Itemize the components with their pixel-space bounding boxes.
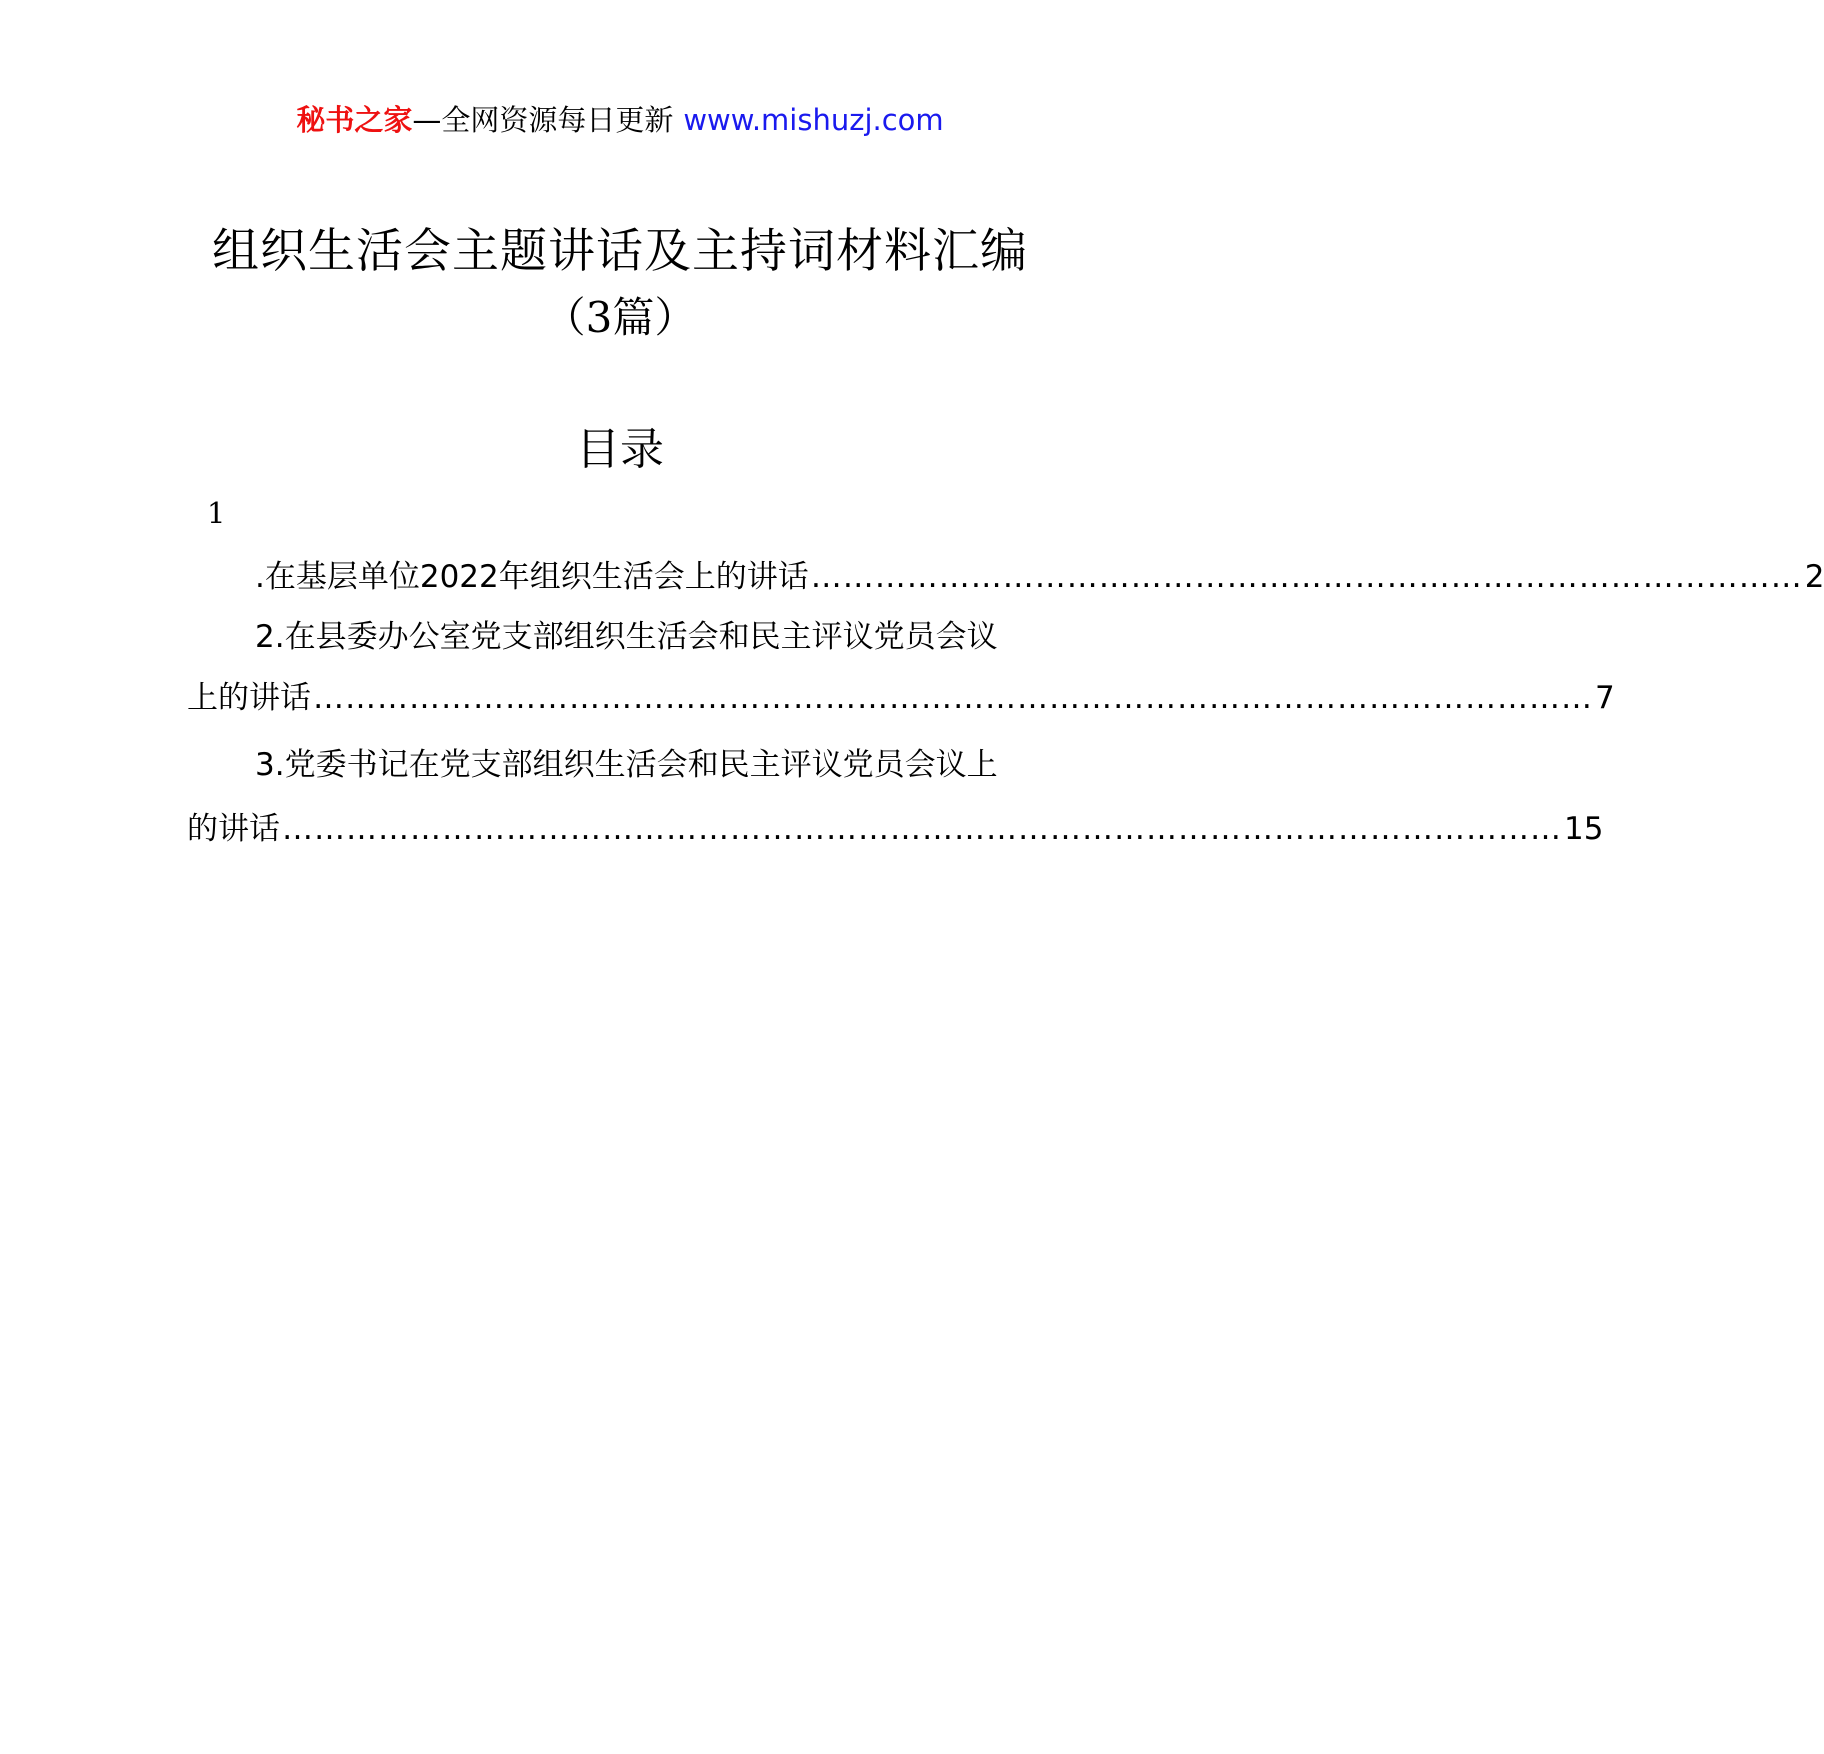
subtitle-count: 3 (585, 293, 613, 342)
site-header (0, 100, 1240, 140)
toc-item-3-leader: ………………………………………………………………………………………………………… (282, 811, 1562, 847)
toc-item-3-page: 15 (1564, 811, 1604, 847)
subtitle-open-paren: （ (543, 293, 586, 342)
toc-item-1-leader: ………………………………………………………………………………… (810, 559, 1803, 595)
toc-item-3-text-cont: 的讲话 (187, 811, 280, 847)
toc-item-2-leader: ………………………………………………………………………………………………………… (313, 680, 1593, 716)
toc-item-2-text-cont: 上的讲话 (187, 680, 311, 716)
toc-item-1-text: .在基层单位2022年组织生活会上的讲话 (255, 559, 809, 595)
toc-item-3-text: 3.党委书记在党支部组织生活会和民主评议党员会议上 (255, 747, 998, 783)
brand-name: 秘书之家 (296, 103, 413, 137)
toc-item-3-line-1[interactable] (187, 740, 1052, 790)
document-title: 组织生活会主题讲话及主持词材料汇编 (212, 224, 1028, 279)
toc-heading: 目录 (576, 424, 664, 475)
document-subtitle (0, 290, 1240, 346)
subtitle-close-paren: ） (654, 293, 697, 342)
stray-list-number: 1 (207, 496, 226, 530)
toc-item-2-page: 7 (1595, 680, 1615, 716)
toc-item-2-line-2[interactable] (187, 673, 1615, 723)
subtitle-unit: 篇 (612, 293, 655, 342)
toc-item-2-line-1[interactable] (187, 612, 1052, 662)
site-url-link[interactable]: www.mishuzj.com (683, 103, 944, 137)
toc-item-3-line-2[interactable] (187, 804, 1604, 854)
header-tagline: —全网资源每日更新 (412, 103, 674, 137)
toc-item-1-page: 2 (1804, 559, 1824, 595)
toc-item-1[interactable] (187, 552, 1824, 602)
toc-item-2-text: 2.在县委办公室党支部组织生活会和民主评议党员会议 (255, 619, 998, 655)
